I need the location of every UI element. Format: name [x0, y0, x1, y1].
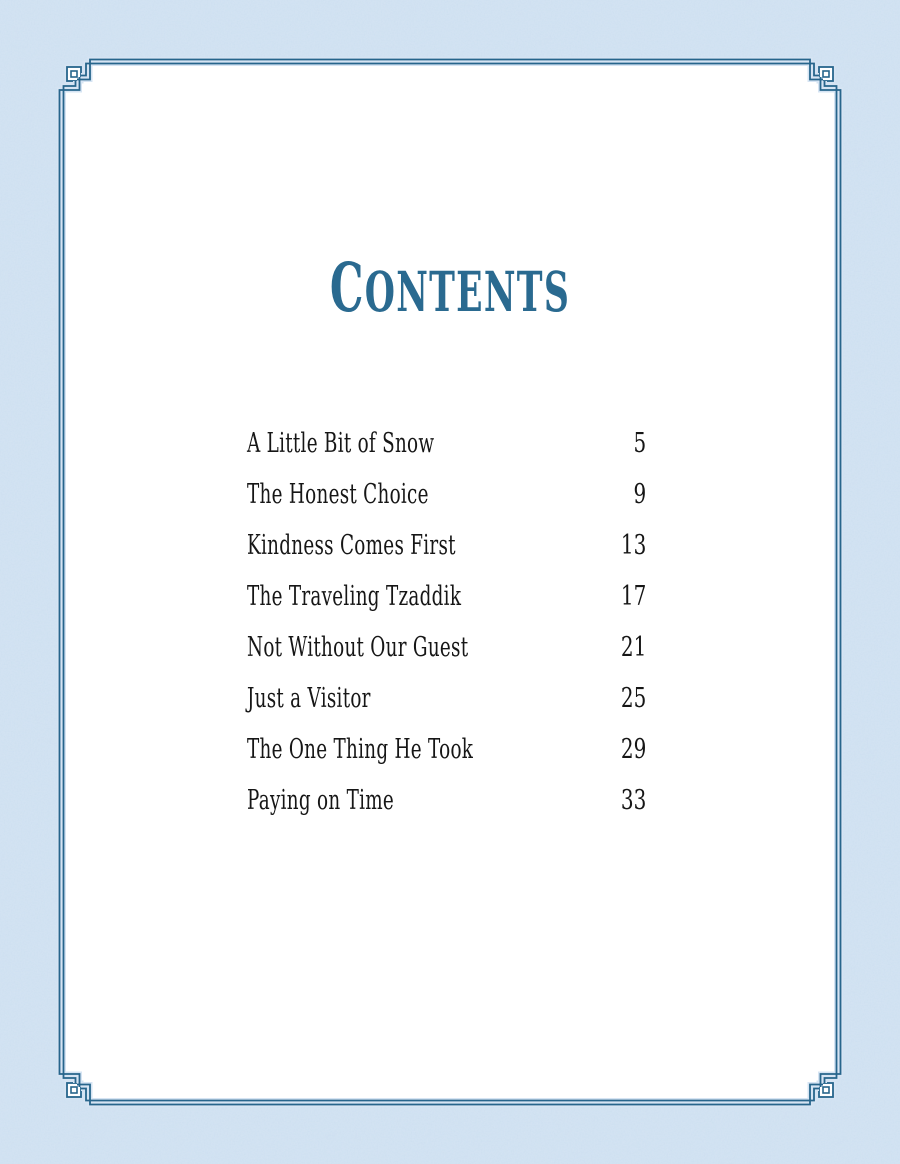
toc-entry-page-number: 21 — [620, 632, 646, 663]
page-title-rest: ONTENTS — [364, 259, 571, 324]
toc-entry-page-number: 25 — [620, 683, 646, 714]
toc-entry-title: Paying on Time — [247, 785, 395, 816]
toc-entry-page-number: 9 — [633, 479, 646, 510]
toc-entry — [247, 469, 646, 520]
toc-entry-title: The One Thing He Took — [247, 734, 474, 765]
toc-entry — [247, 520, 646, 571]
toc-entry-page-number: 5 — [633, 428, 646, 459]
toc-entry — [247, 673, 646, 724]
toc-entry-page-number: 33 — [620, 785, 646, 816]
toc-entry-title: Not Without Our Guest — [247, 632, 469, 663]
page-title-initial: C — [329, 248, 365, 327]
toc-entry — [247, 775, 646, 826]
toc-entry — [247, 622, 646, 673]
toc-entry — [247, 571, 646, 622]
table-of-contents — [247, 418, 646, 826]
toc-entry-page-number: 13 — [620, 530, 646, 561]
toc-entry-title: The Traveling Tzaddik — [247, 581, 462, 612]
toc-entry — [247, 418, 646, 469]
toc-entry-title: The Honest Choice — [247, 479, 429, 510]
toc-entry — [247, 724, 646, 775]
toc-entry-title: Kindness Comes First — [247, 530, 456, 561]
toc-entry-page-number: 17 — [620, 581, 646, 612]
toc-entry-title: Just a Visitor — [247, 683, 371, 714]
toc-entry-title: A Little Bit of Snow — [247, 428, 435, 459]
toc-entry-page-number: 29 — [620, 734, 646, 765]
page-title — [167, 248, 734, 327]
